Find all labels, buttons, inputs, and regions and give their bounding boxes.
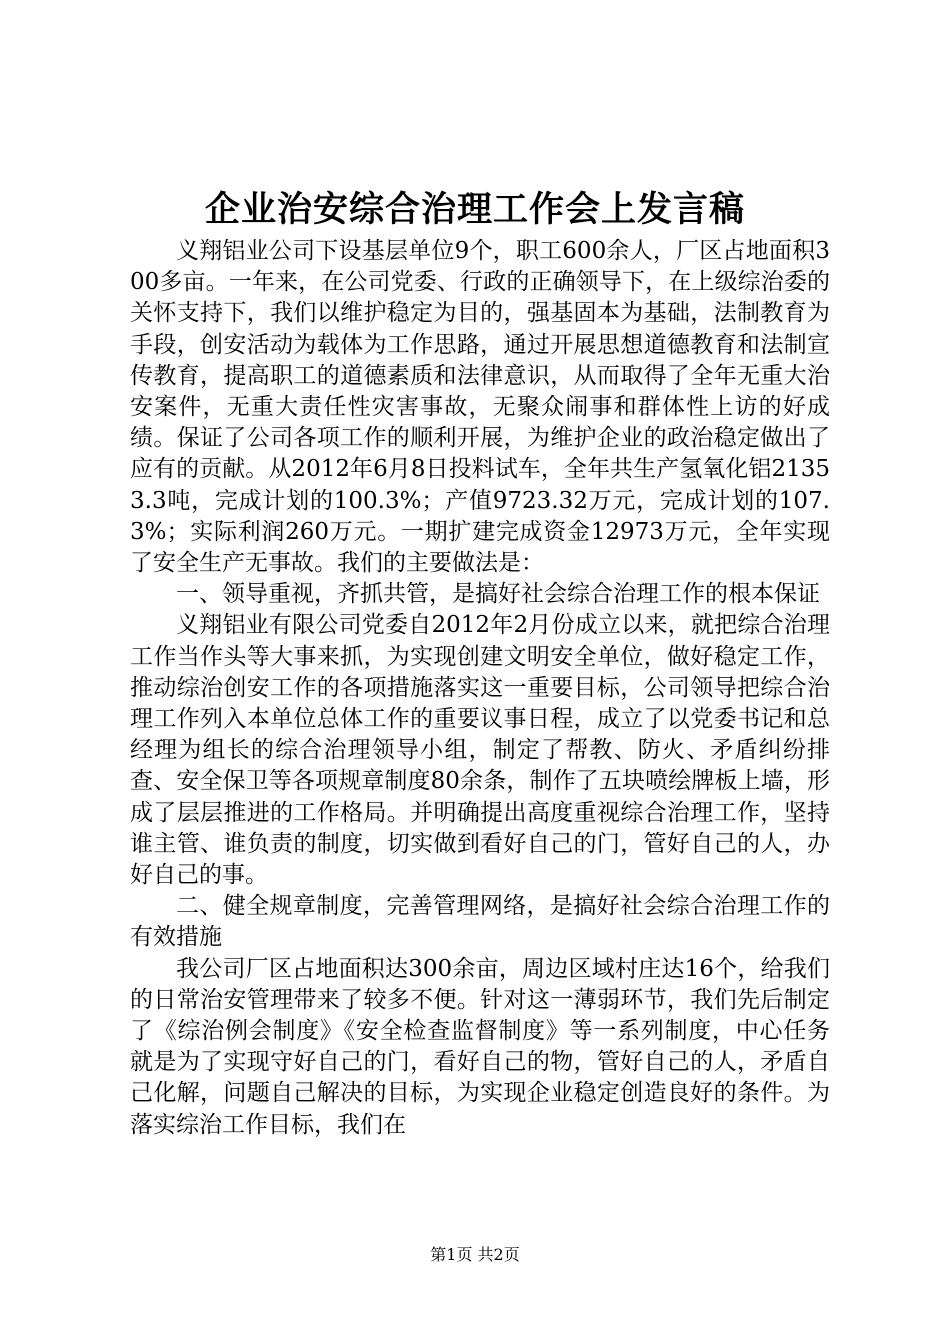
paragraph-intro: 义翔铝业公司下设基层单位9个，职工600余人，厂区占地面积300多亩。一年来，在公司党委、行政的正确领导下，在上级综治委的关怀支持下，我们以维护稳定为目的，强基固本为基础，法制教育为手段，创安活动为载体为工作思路，通过开展思想道德教育和法制宣传教育，提高职工的道德素质和法律意识，从而取得了全年无重大治安案件，无重大责任性灾害事故，无聚众闹事和群体性上访的好成绩。保证了公司各项工作的顺利开展，为维护企业的政治稳定做出了应有的贡献。从2012年6月8日投料试车，全年共生产氢氧化铝21353.3吨，完成计划的100.3%；产值9723.32万元，完成计划的107.3%；实际利润260万元。一期扩建完成资金12973万元，全年实现了安全生产无事故。我们的主要做法是： [130,238,830,577]
section-heading-1: 一、领导重视，齐抓共管，是搞好社会综合治理工作的根本保证 [176,581,820,608]
paragraph-section-1: 义翔铝业有限公司党委自2012年2月份成立以来，就把综合治理工作当作头等大事来抓，为实现创建文明安全单位，做好稳定工作，推动综治创安工作的各项措施落实这一重要目标，公司领导把综合治理工作列入本单位总体工作的重要议事日程，成立了以党委书记和总经理为组长的综合治理领导小组，制定了帮教、防火、矛盾纠纷排查、安全保卫等各项规章制度80余条，制作了五块喷绘牌板上墙，形成了层层推进的工作格局。并明确提出高度重视综合治理工作，坚持谁主管、谁负责的制度，切实做到看好自己的门，管好自己的人，办好自己的事。 [130,612,830,889]
paragraph-section-2: 我公司厂区占地面积达300余亩，周边区域村庄达16个，给我们的日常治安管理带来了较多不便。针对这一薄弱环节，我们先后制定了《综治例会制度》《安全检查监督制度》等一系列制度，中心任务就是为了实现守好自己的门，看好自己的物，管好自己的人，矛盾自己化解，问题自己解决的目标，为实现企业稳定创造良好的条件。为落实综治工作目标，我们在 [130,955,830,1138]
page-number-footer: 第1页 共2页 [430,1245,520,1264]
document-title: 企业治安综合治理工作会上发言稿 [204,189,745,230]
section-heading-2: 二、健全规章制度，完善管理网络，是搞好社会综合治理工作的有效措施 [130,893,830,951]
document-body [130,236,830,1141]
